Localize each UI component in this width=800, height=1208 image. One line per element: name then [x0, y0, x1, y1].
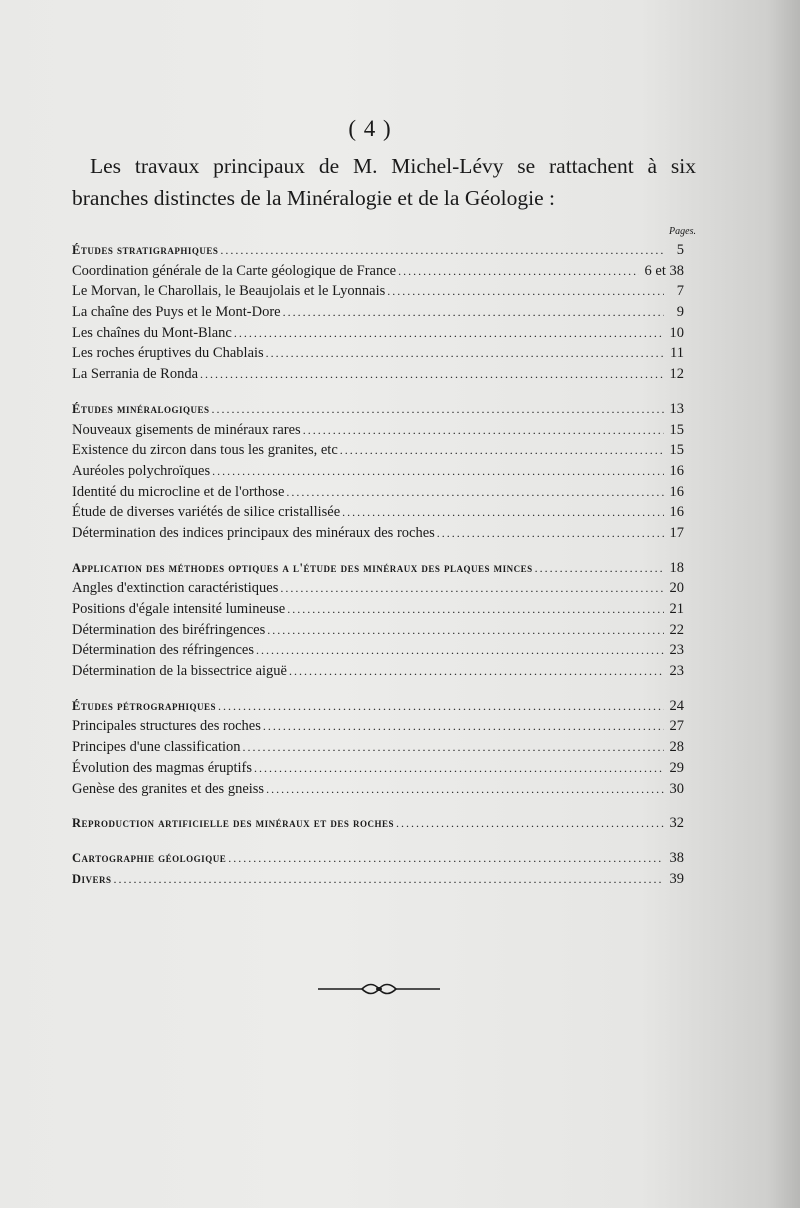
toc-heading-page: 18	[669, 559, 684, 576]
leader-dots	[263, 719, 664, 734]
toc-entry-page: 9	[676, 304, 684, 321]
leader-dots	[387, 284, 664, 299]
toc-entry-page: 27	[669, 718, 684, 735]
toc-heading-page: 5	[676, 242, 684, 258]
leader-dots	[280, 581, 663, 596]
toc-entry-label: Principales structures des roches	[72, 718, 261, 735]
toc-section	[72, 698, 684, 801]
leader-dots	[286, 485, 663, 500]
leader-dots	[535, 561, 664, 576]
toc-heading-page: 38	[669, 849, 684, 866]
toc-entry-page: 12	[669, 366, 684, 383]
toc-entry	[72, 345, 684, 366]
toc-entry-page: 23	[669, 663, 684, 680]
toc-section	[72, 401, 684, 546]
toc-entry-label: La Serrania de Ronda	[72, 366, 199, 383]
toc-entry	[72, 504, 684, 525]
toc-entry	[72, 283, 684, 304]
leader-dots	[220, 243, 664, 258]
toc-entry	[72, 580, 684, 601]
toc-entry	[72, 739, 684, 760]
toc-entry	[72, 463, 684, 484]
toc-heading	[72, 815, 684, 836]
toc-entry-label: Détermination de la bissectrice aiguë	[72, 663, 287, 680]
toc-entry	[72, 622, 684, 643]
toc-entry-label: Évolution des magmas éruptifs	[72, 759, 253, 776]
leader-dots	[398, 264, 638, 279]
toc-entry-label: Angles d'extinction caractéristiques	[72, 580, 279, 597]
pages-column-label: Pages.	[669, 226, 696, 237]
leader-dots	[200, 367, 663, 382]
toc-heading-label: Divers	[72, 871, 112, 886]
toc-entry	[72, 422, 684, 443]
leader-dots	[289, 664, 664, 679]
toc-entry-label: Genèse des granites et des gneiss	[72, 780, 265, 797]
toc-entry	[72, 525, 684, 546]
toc-heading-label: Études stratigraphiques	[72, 243, 219, 257]
toc-entry	[72, 263, 684, 284]
toc-entry-page: 11	[670, 345, 684, 362]
toc-entry-page: 28	[669, 739, 684, 756]
toc-heading-page: 24	[669, 697, 684, 714]
toc-heading-label: Reproduction artificielle des minéraux et des roches	[72, 816, 395, 831]
toc-entry-page: 17	[669, 524, 684, 541]
toc-heading-label: Cartographie géologique	[72, 850, 227, 865]
leader-dots	[212, 464, 663, 479]
leader-dots	[256, 643, 664, 658]
toc-section	[72, 242, 684, 387]
toc-heading	[72, 850, 684, 871]
leader-dots	[303, 423, 664, 438]
toc-heading-page: 39	[669, 870, 684, 887]
toc-entry-page: 15	[669, 421, 684, 438]
toc-entry-label: Coordination générale de la Carte géologique de France	[72, 262, 397, 279]
end-ornament	[318, 982, 440, 996]
toc-entry	[72, 366, 684, 387]
page-number: ( 4 )	[348, 116, 392, 141]
toc-entry-page: 30	[669, 780, 684, 797]
toc-entry-page: 16	[669, 504, 684, 521]
toc-entry	[72, 760, 684, 781]
toc-entry-label: Le Morvan, le Charollais, le Beaujolais et le Lyonnais	[72, 283, 386, 300]
toc-entry-page: 21	[669, 601, 684, 617]
leader-dots	[342, 505, 663, 520]
toc-entry-label: Nouveaux gisements de minéraux rares	[72, 421, 301, 438]
leader-dots	[114, 872, 664, 887]
toc-entry-page: 23	[669, 642, 684, 659]
leader-dots	[254, 761, 663, 776]
toc-entry-page: 20	[669, 580, 684, 597]
toc-entry-label: La chaîne des Puys et le Mont-Dore	[72, 304, 281, 321]
intro-paragraph: Les travaux principaux de M. Michel-Lévy se rattachent à six branches distinctes de la Minéralogie et de la Géologie :	[72, 154, 696, 210]
toc-entry-page: 22	[669, 621, 684, 638]
toc-section	[72, 815, 684, 836]
leader-dots	[218, 699, 664, 714]
toc-heading	[72, 698, 684, 719]
toc-heading	[72, 401, 684, 422]
leader-dots	[266, 346, 664, 361]
toc-entry	[72, 718, 684, 739]
toc-entry	[72, 325, 684, 346]
leader-dots	[212, 402, 664, 417]
leader-dots	[340, 443, 664, 458]
toc-heading-label: Études pétrographiques	[72, 698, 216, 713]
toc-entry-page: 7	[676, 283, 684, 300]
toc-entry-label: Positions d'égale intensité lumineuse	[72, 601, 286, 617]
toc-entry	[72, 304, 684, 325]
leader-dots	[266, 782, 663, 797]
toc-entry	[72, 663, 684, 684]
toc-section	[72, 850, 684, 891]
toc-entry	[72, 442, 684, 463]
toc-entry-label: Existence du zircon dans tous les granites, etc	[72, 442, 338, 459]
toc-entry-label: Les roches éruptives du Chablais	[72, 345, 264, 362]
toc-entry-page: 15	[669, 442, 684, 459]
toc-heading	[72, 560, 684, 581]
toc-entry-page: 16	[669, 462, 684, 479]
leader-dots	[228, 851, 663, 866]
toc-heading-page: 13	[669, 400, 684, 417]
leader-dots	[396, 816, 663, 831]
toc-entry-label: Détermination des biréfringences	[72, 621, 266, 638]
toc-entry-label: Principes d'une classification	[72, 739, 241, 756]
toc-entry-label: Détermination des réfringences	[72, 642, 254, 659]
toc-entry	[72, 781, 684, 802]
toc-entry-page: 6 et 38	[644, 262, 684, 279]
toc-entry-label: Étude de diverses variétés de silice cristallisée	[72, 504, 341, 521]
toc-entry-label: Auréoles polychroïques	[72, 462, 211, 479]
leader-dots	[243, 740, 664, 755]
toc-entry	[72, 642, 684, 663]
toc-entry-label: Identité du microcline et de l'orthose	[72, 483, 285, 500]
table-of-contents	[72, 242, 684, 891]
toc-heading-label: Application des méthodes optiques a l'étude des minéraux des plaques minces	[72, 560, 533, 575]
toc-entry-page: 16	[669, 483, 684, 500]
leader-dots	[283, 305, 664, 320]
toc-heading-label: Études minéralogiques	[72, 401, 210, 416]
toc-entry	[72, 601, 684, 622]
leader-dots	[287, 602, 663, 617]
toc-entry-label: Les chaînes du Mont-Blanc	[72, 324, 232, 341]
toc-heading	[72, 242, 684, 263]
leader-dots	[234, 326, 664, 341]
leader-dots	[267, 623, 663, 638]
toc-section	[72, 560, 684, 684]
leader-dots	[437, 526, 664, 541]
toc-entry	[72, 484, 684, 505]
toc-entry-label: Détermination des indices principaux des minéraux des roches	[72, 524, 435, 541]
toc-entry-page: 29	[669, 759, 684, 776]
toc-heading-page: 32	[669, 815, 684, 832]
toc-entry-page: 10	[669, 324, 684, 341]
toc-heading	[72, 871, 684, 892]
